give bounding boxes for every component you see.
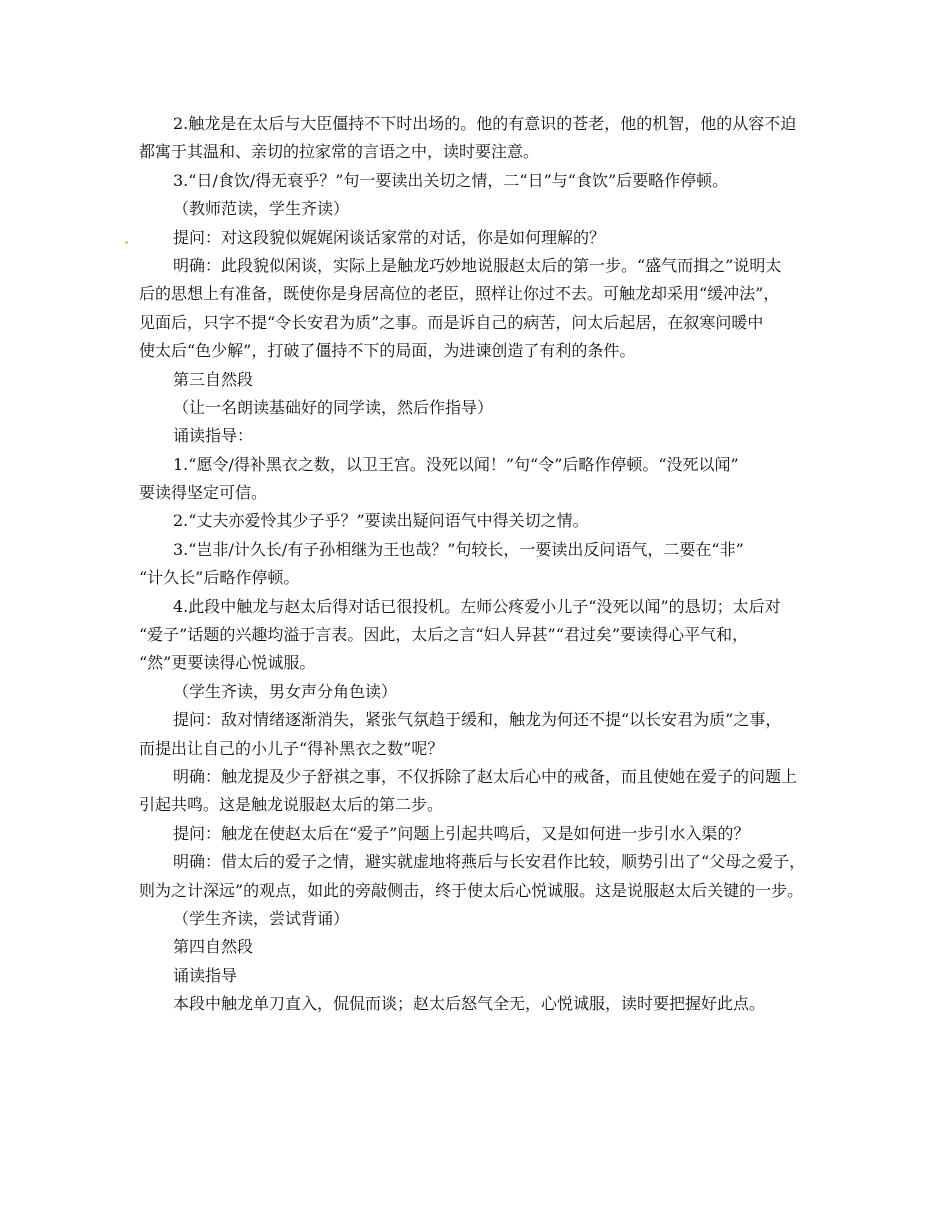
text-line (139, 366, 821, 394)
text-line (139, 280, 821, 308)
line-text: （教师范读，学生齐读） (173, 199, 350, 219)
text-line (139, 224, 821, 252)
text-line (139, 621, 821, 649)
line-text: 都寓于其温和、亲切的拉家常的言语之中，读时要注意。 (139, 142, 540, 162)
line-text: 1.“愿令/得补黑衣之数，以卫王宫。没死以闻！”句“令”后略作停顿。“没死以闻” (173, 454, 739, 474)
text-line (139, 309, 821, 337)
text-line (139, 791, 821, 819)
text-line (139, 564, 821, 592)
margin-marker (125, 241, 128, 244)
text-line (139, 905, 821, 933)
text-line (139, 422, 821, 450)
line-text: 4.此段中触龙与赵太后得对话已很投机。左师公疼爱小儿子“没死以闻”的恳切；太后对 (173, 596, 781, 616)
line-text: 2.触龙是在太后与大臣僵持不下时出场的。他的有意识的苍老，他的机智，他的从容不迫 (173, 114, 797, 133)
text-line (139, 252, 821, 280)
line-text: 提问：对这段貌似娓娓闲谈话家常的对话，你是如何理解的？ (173, 227, 606, 247)
line-text: “然”更要读得心悦诚服。 (139, 653, 316, 673)
line-text: 使太后“色少解”，打破了僵持不下的局面，为进谏创造了有利的条件。 (139, 341, 636, 361)
line-text: 则为之计深远”的观点，如此的旁敲侧击，终于使太后心悦诚服。这是说服赵太后关键的一步。 (139, 880, 804, 900)
line-text: 3.“岂非/计久长/有子孙相继为王也哉？”句较长，一要读出反问语气，二要在“非” (173, 539, 744, 559)
text-line (139, 394, 821, 422)
text-line (139, 735, 821, 763)
text-line (139, 706, 821, 734)
line-text: 诵读指导： (173, 426, 254, 446)
text-line (139, 649, 821, 677)
line-text: “爱子”话题的兴趣均溢于言表。因此，太后之言“妇人异甚”“君过矣”要读得心平气和， (139, 625, 749, 645)
line-text: 提问：敌对情绪逐渐消失，紧张气氛趋于缓和，触龙为何还不提“以长安君为质”之事， (173, 710, 782, 730)
text-line (139, 962, 821, 990)
text-line (139, 990, 821, 1018)
text-line (139, 933, 821, 961)
text-line (139, 536, 821, 564)
line-text: 引起共鸣。这是触龙说服赵太后的第二步。 (139, 795, 444, 815)
line-text: 诵读指导 (173, 965, 238, 985)
text-line (139, 138, 821, 166)
text-line (139, 167, 821, 195)
line-text: 第四自然段 (173, 937, 254, 957)
text-line (139, 507, 821, 535)
line-text: 后的思想上有准备，既使你是身居高位的老臣，照样让你过不去。可触龙却采用“缓冲法”， (139, 284, 780, 304)
line-text: 2.“丈夫亦爱怜其少子乎？”要读出疑问语气中得关切之情。 (173, 511, 589, 531)
line-text: 提问：触龙在使赵太后在“爱子”问题上引起共鸣后，又是如何进一步引水入渠的？ (173, 823, 750, 843)
line-text: 第三自然段 (173, 369, 254, 389)
text-line (139, 195, 821, 223)
document-body (139, 110, 821, 1019)
line-text: （学生齐读，尝试背诵） (173, 908, 350, 928)
line-text: 而提出让自己的小儿子“得补黑衣之数”呢？ (139, 738, 444, 758)
text-line (139, 877, 821, 905)
line-text: 明确：此段貌似闲谈，实际上是触龙巧妙地说服赵太后的第一步。“盛气而揖之”说明太 (173, 255, 782, 275)
text-line (139, 337, 821, 365)
text-line (139, 820, 821, 848)
line-text: （让一名朗读基础好的同学读，然后作指导） (173, 397, 494, 417)
text-line (139, 593, 821, 621)
line-text: （学生齐读，男女声分角色读） (173, 681, 398, 701)
text-line (139, 110, 821, 138)
line-text: 明确：借太后的爱子之情，避实就虚地将燕后与长安君作比较，顺势引出了“父母之爱子， (173, 852, 806, 872)
text-line (139, 763, 821, 791)
line-text: 3.“日/食饮/得无衰乎？”句一要读出关切之情，二“日”与“食饮”后要略作停顿。 (173, 170, 729, 190)
text-line (139, 479, 821, 507)
line-text: 见面后，只字不提“令长安君为质”之事。而是诉自己的病苦，问太后起居，在叙寒问暖中 (139, 312, 764, 332)
line-text: “计久长”后略作停顿。 (139, 568, 300, 588)
line-text: 明确：触龙提及少子舒祺之事，不仅拆除了赵太后心中的戒备，而且使她在爱子的问题上 (173, 766, 798, 786)
line-text: 本段中触龙单刀直入，侃侃而谈；赵太后怒气全无，心悦诚服，读时要把握好此点。 (173, 994, 766, 1014)
text-line (139, 451, 821, 479)
text-line (139, 848, 821, 876)
text-line (139, 678, 821, 706)
line-text: 要读得坚定可信。 (139, 483, 268, 503)
